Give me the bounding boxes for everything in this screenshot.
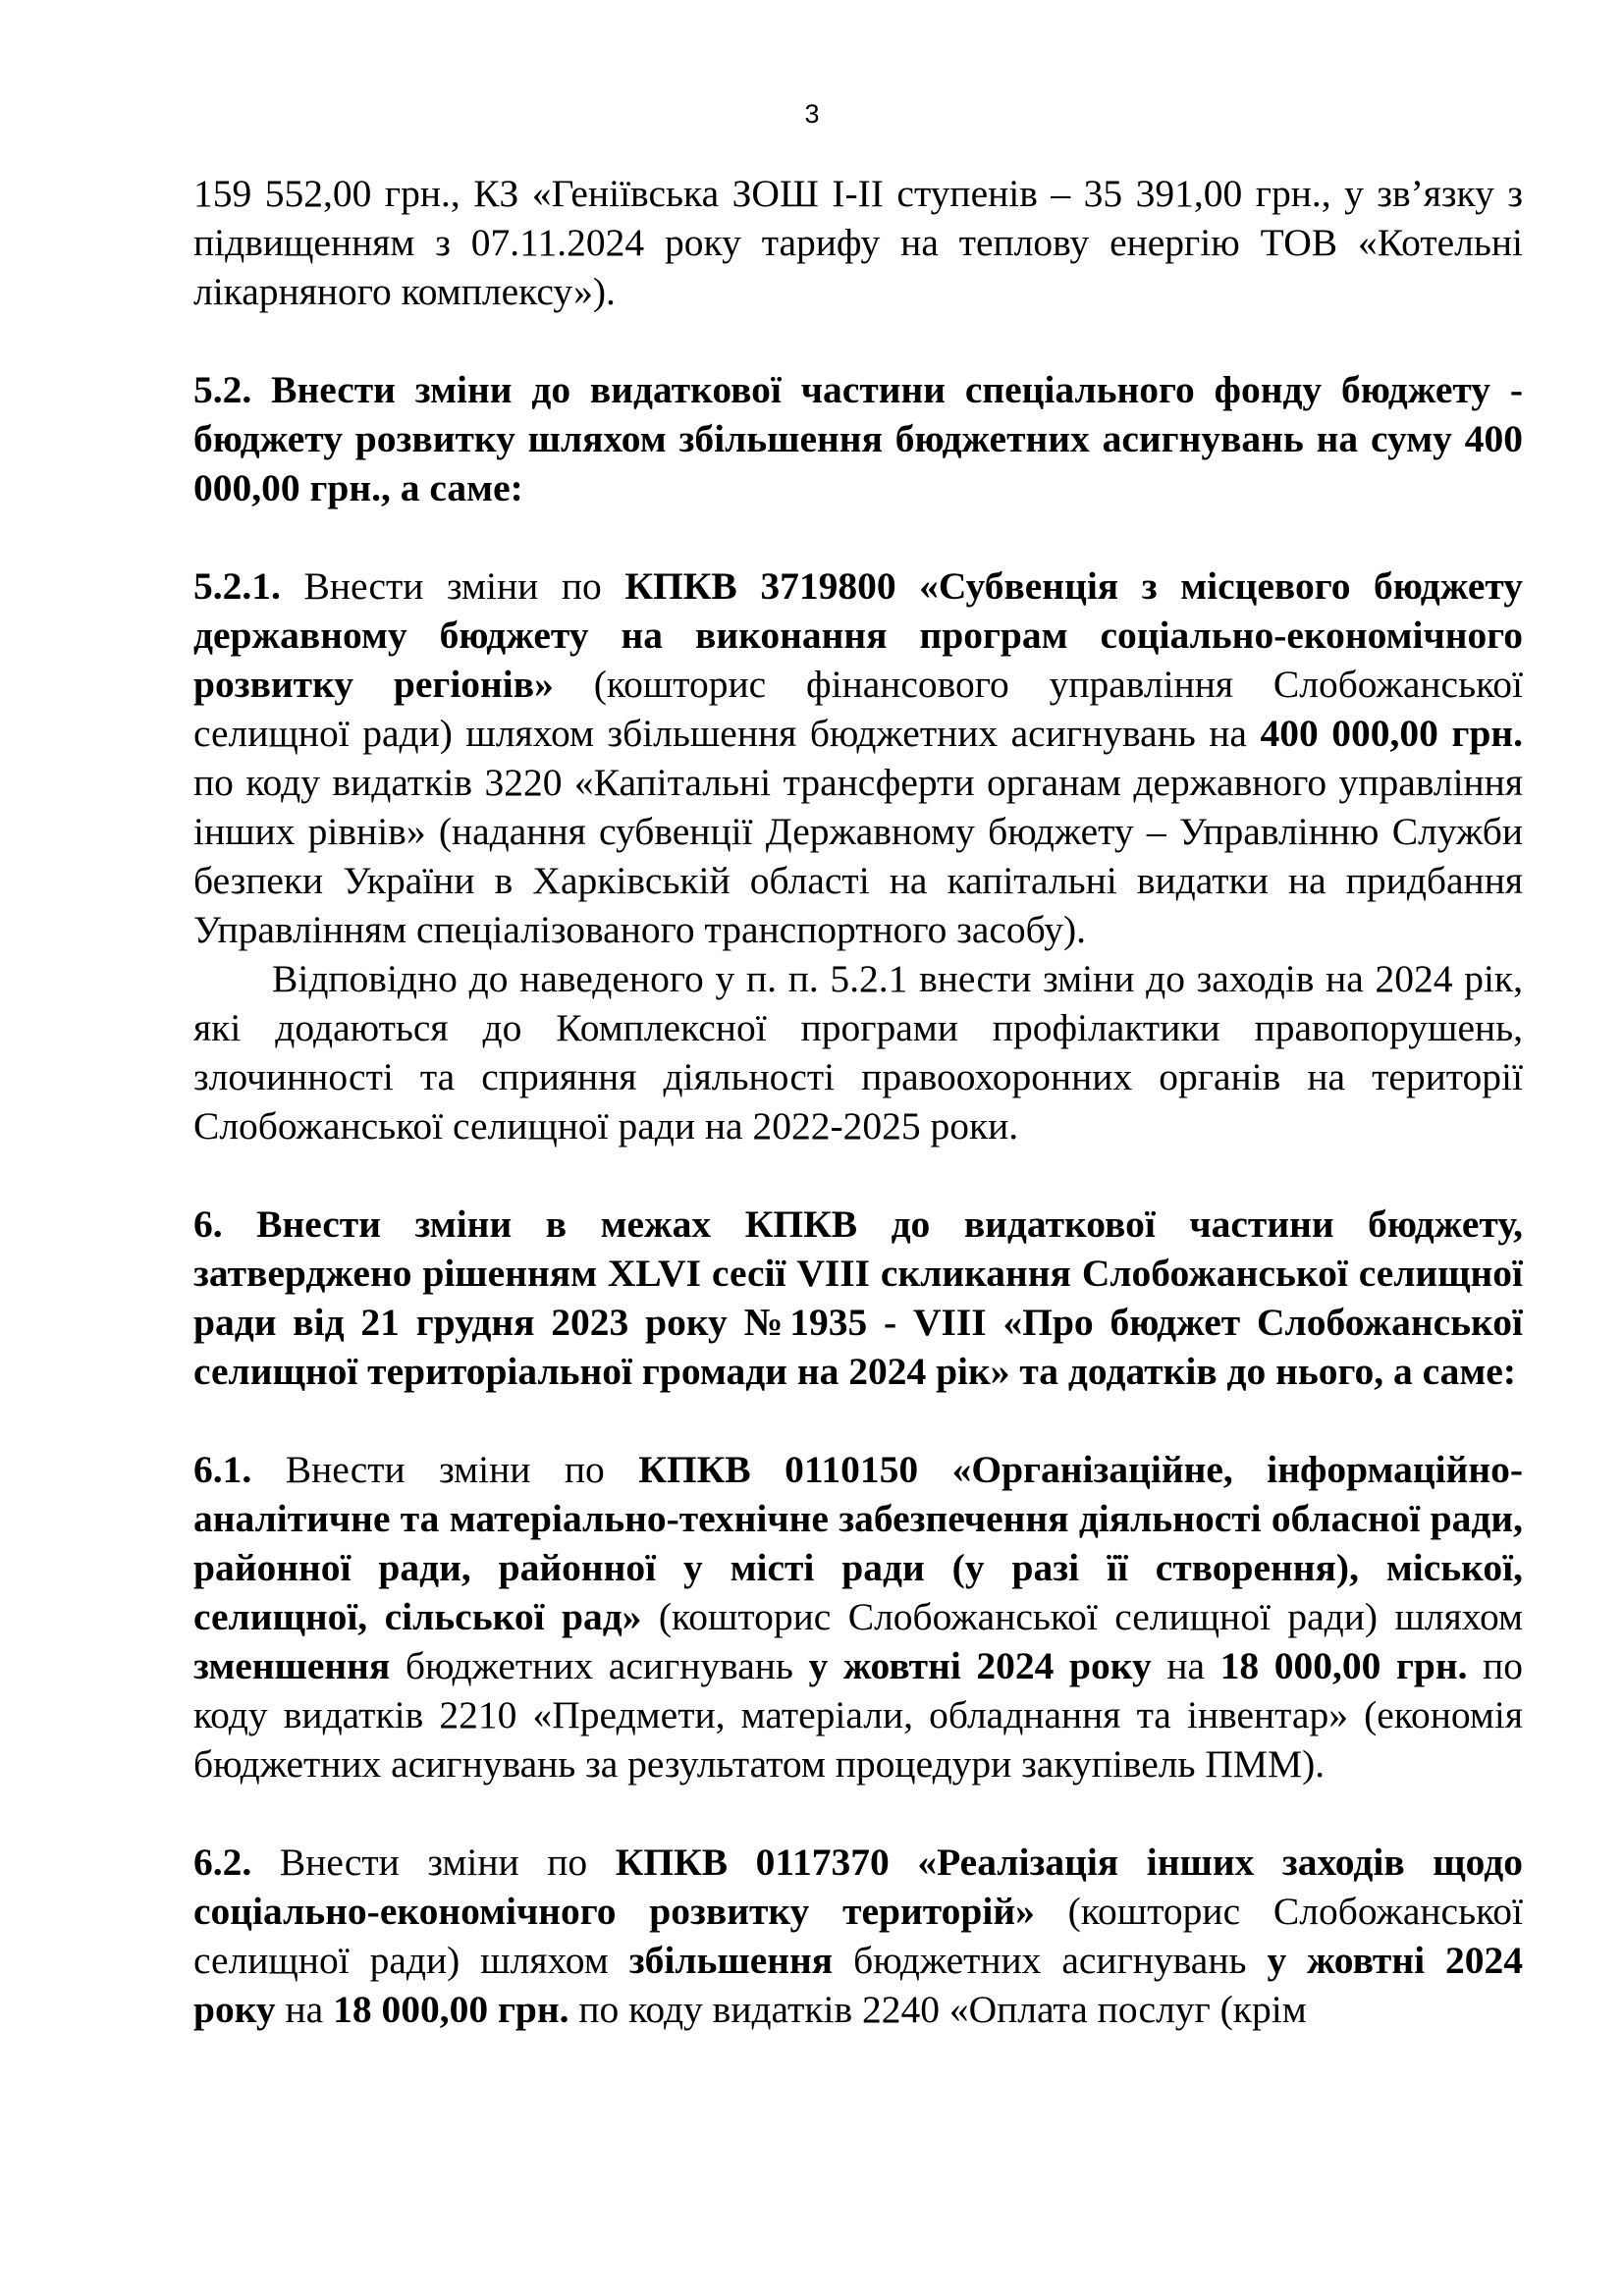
section-text: на [1151, 1644, 1220, 1687]
section-5-2-1-note [193, 954, 1523, 1150]
paragraph-continuation [193, 169, 1523, 316]
section-5-2-1 [193, 561, 1523, 954]
document-body [193, 169, 1523, 2034]
section-text: Внести зміни по [251, 1841, 616, 1884]
section-6-text: 6. Внести зміни в межах КПКВ до видаткової частини бюджету, затверджено рішенням XLVI сесії VIII скликання Слобожанської селищної ради від 21 грудня 2023 року №1935 - VIII «Про бюджет Слобожанської селищної територіальної громади на 2024 рік» та додатків до нього, а саме: [193, 1202, 1523, 1393]
section-5-2-heading [193, 365, 1523, 512]
section-text: (кошторис Слобожанської селищної ради) шляхом [193, 1890, 1523, 1982]
amount: 18 000,00 грн. [1219, 1644, 1468, 1687]
section-number: 5.2.1. [193, 564, 281, 608]
section-text: на [275, 1988, 334, 2031]
period: у жовтні 2024 року [808, 1644, 1152, 1687]
section-number: 6.1. [193, 1448, 252, 1491]
kpkv-title: КПКВ 0110150 «Організаційне, інформаційно-аналітичне та матеріально-технічне забезпечення діяльності обласної ради, районної ради, районної у місті ради (у разі її створення), міської, селищної, сільської рад» [193, 1448, 1523, 1638]
section-text: Внести зміни по [251, 1448, 639, 1491]
amount: 18 000,00 грн. [333, 1988, 569, 2031]
section-text: (кошторис фінансового управління Слобожанської селищної ради) шляхом збільшення бюджетних асигнувань на [193, 663, 1523, 755]
section-text: по коду видатків 2240 «Оплата послуг (крім [568, 1988, 1307, 2031]
section-6-1 [193, 1445, 1523, 1789]
section-text: бюджетних асигнувань [833, 1939, 1268, 1982]
paragraph-text: 159 552,00 грн., КЗ «Геніївська ЗОШ І-ІІ ступенів – 35 391,00 грн., у зв’язку з підвищенням з 07.11.2024 року тарифу на теплову енергію ТОВ «Котельні лікарняного комплексу»). [193, 172, 1523, 313]
section-text: Внести зміни по [280, 564, 625, 608]
section-6-2 [193, 1838, 1523, 2034]
emphasis: зменшення [193, 1644, 391, 1687]
section-text: (кошторис Слобожанської селищної ради) шляхом [641, 1595, 1524, 1638]
kpkv-title: КПКВ 3719800 «Субвенція з місцевого бюджету державному бюджету на виконання програм соціально-економічного розвитку регіонів» [193, 564, 1523, 706]
page-number: 3 [804, 99, 820, 129]
section-5-2-text: 5.2. Внести зміни до видаткової частини спеціального фонду бюджету - бюджету розвитку шляхом збільшення бюджетних асигнувань на суму 400 000,00 грн., а саме: [193, 368, 1523, 509]
section-text: по коду видатків 3220 «Капітальні трансферти органам державного управління інших рівнів» (надання субвенції Державному бюджету – Управлінню Служби безпеки України в Харківській області на капітальні видатки на придбання Управлінням спеціалізованого транспортного засобу). [193, 761, 1523, 951]
kpkv-title: КПКВ 0117370 «Реалізація інших заходів щодо соціально-економічного розвитку територій» [193, 1841, 1523, 1933]
period: у жовтні 2024 року [193, 1939, 1523, 2031]
section-number: 6.2. [193, 1841, 252, 1884]
amount: 400 000,00 грн. [1260, 712, 1523, 755]
note-text: Відповідно до наведеного у п. п. 5.2.1 внести зміни до заходів на 2024 рік, які додаються до Комплексної програми профілактики правопорушень, злочинності та сприяння діяльності правоохоронних органів на території Слобожанської селищної ради на 2022-2025 роки. [193, 957, 1523, 1148]
section-text: по коду видатків 2210 «Предмети, матеріали, обладнання та інвентар» (економія бюджетних асигнувань за результатом процедури закупівель ПММ). [193, 1644, 1524, 1786]
section-text: бюджетних асигнувань [390, 1644, 809, 1687]
emphasis: збільшення [628, 1939, 834, 1982]
section-6-heading [193, 1200, 1523, 1396]
